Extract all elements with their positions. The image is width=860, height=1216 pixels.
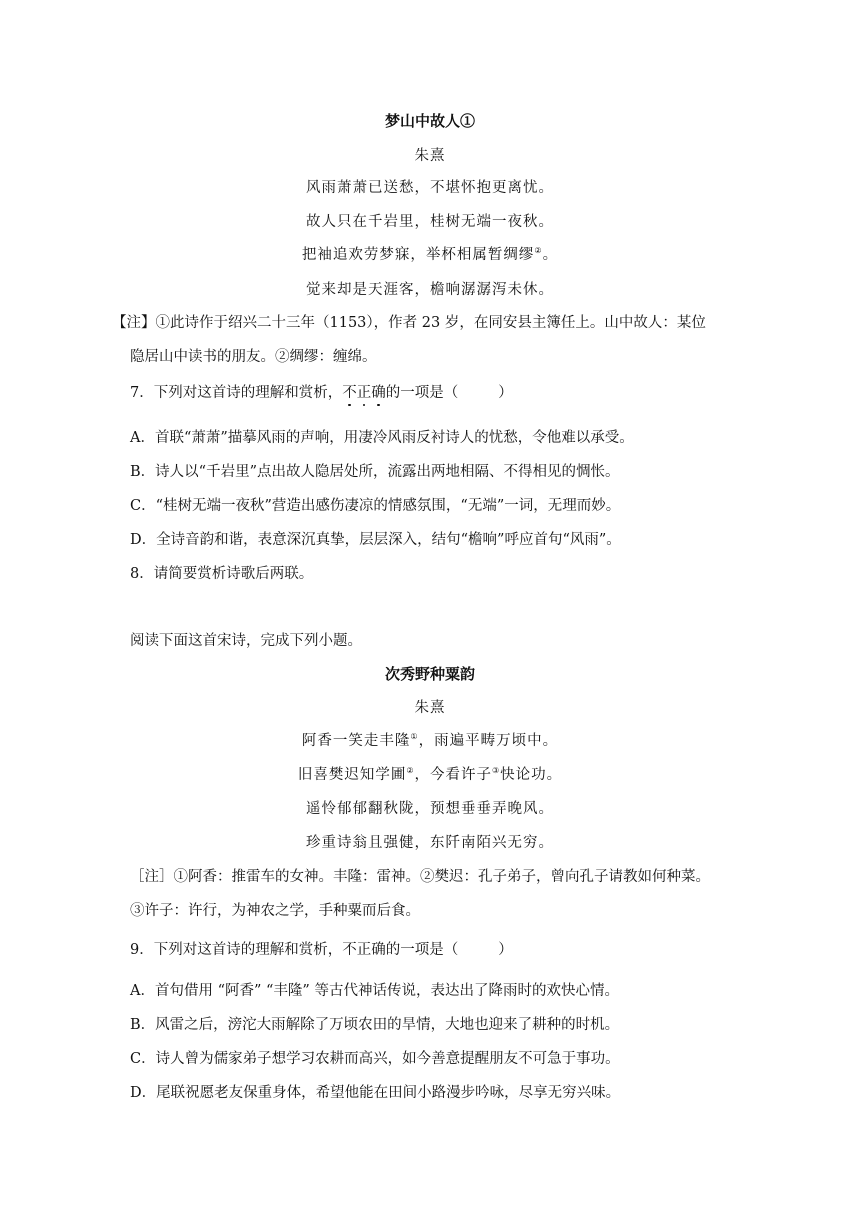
q9-option-d: D．尾联祝愿老友保重身体，希望他能在田间小路漫步吟咏，尽享无穷兴味。: [130, 1085, 621, 1101]
q9-option-c: C．诗人曾为儒家弟子想学习农耕而高兴，如今善意提醒朋友不可急于事功。: [130, 1051, 620, 1067]
poem1-note-line-2: 隐居山中读书的朋友。②绸缪：缠绵。: [130, 349, 377, 365]
footnote-marker: ②: [406, 766, 415, 775]
poem1-title: 梦山中故人①: [384, 112, 475, 130]
poem2-title: 次秀野种粟韵: [384, 665, 475, 683]
poem2-note-line-2: ③许子：许行，为神农之学，手种粟而后食。: [130, 903, 420, 919]
q7-option-d: D．全诗音韵和谐，表意深沉真挚，层层深入，结句“檐响”呼应首句“风雨”。: [130, 532, 621, 548]
emphasis-char: 正: [356, 385, 372, 401]
q7-option-a: A．首联“萧萧”描摹风雨的声响，用凄冷风雨反衬诗人的忧愁，令他难以承受。: [130, 430, 634, 446]
poem1-author: 朱熹: [414, 148, 446, 164]
poem1-line-4: 觉来却是天涯客，檐响潺潺泻未休。: [306, 282, 554, 298]
footnote-marker: ②: [534, 246, 543, 255]
poem1-line-1: 风雨萧萧已送愁，不堪怀抱更离忧。: [306, 180, 554, 196]
q7-option-c: C．“桂树无端一夜秋”营造出感伤凄凉的情感氛围，“无端”一词，无理而妙。: [130, 498, 621, 514]
poem1-line-3: 把袖追欢劳梦寐，举杯相属暂绸缪②。: [301, 246, 559, 263]
emphasis-char: 确: [371, 385, 386, 401]
q8-stem: 8．请简要赏析诗歌后两联。: [130, 566, 314, 582]
emphasis-char: 不: [342, 385, 357, 401]
q7-stem: 7．下列对这首诗的理解和赏析，不正确的一项是（ ）: [130, 385, 513, 401]
poem2-line-1: 阿香一笑走丰隆①，雨遍平畴万顷中。: [301, 732, 559, 749]
footnote-marker: ①: [410, 732, 419, 741]
poem2-note-line-1: ［注］①阿香：推雷车的女神。丰隆：雷神。②樊迟：孔子弟子，曾向孔子请教如何种菜。: [130, 869, 710, 885]
q9-option-b: B．风雷之后，滂沱大雨解除了万顷农田的旱情，大地也迎来了耕种的时机。: [130, 1017, 620, 1033]
section-intro: 阅读下面这首宋诗，完成下列小题。: [130, 633, 362, 649]
footnote-marker: ③: [492, 766, 501, 775]
poem1-note-line-1: 【注】①此诗作于绍兴二十三年（1153），作者 23 岁，在同安县主簿任上。山中故人：某位: [112, 315, 706, 331]
q9-stem: 9．下列对这首诗的理解和赏析，不正确的一项是（ ）: [130, 942, 513, 958]
q7-option-b: B．诗人以“千岩里”点出故人隐居处所，流露出两地相隔、不得相见的惆怅。: [130, 464, 620, 480]
poem2-line-3: 遥怜郁郁翻秋陇，预想垂垂弄晚风。: [306, 801, 554, 817]
q9-option-a: A．首句借用 “阿香” “丰隆” 等古代神话传说，表达出了降雨时的欢快心情。: [130, 983, 619, 999]
poem2-line-4: 珍重诗翁且强健，东阡南陌兴无穷。: [306, 835, 554, 851]
poem1-line-2: 故人只在千岩里，桂树无端一夜秋。: [306, 214, 554, 230]
poem2-line-2: 旧喜樊迟知学圃②，今看许子③快论功。: [297, 766, 563, 783]
poem2-author: 朱熹: [414, 700, 446, 716]
